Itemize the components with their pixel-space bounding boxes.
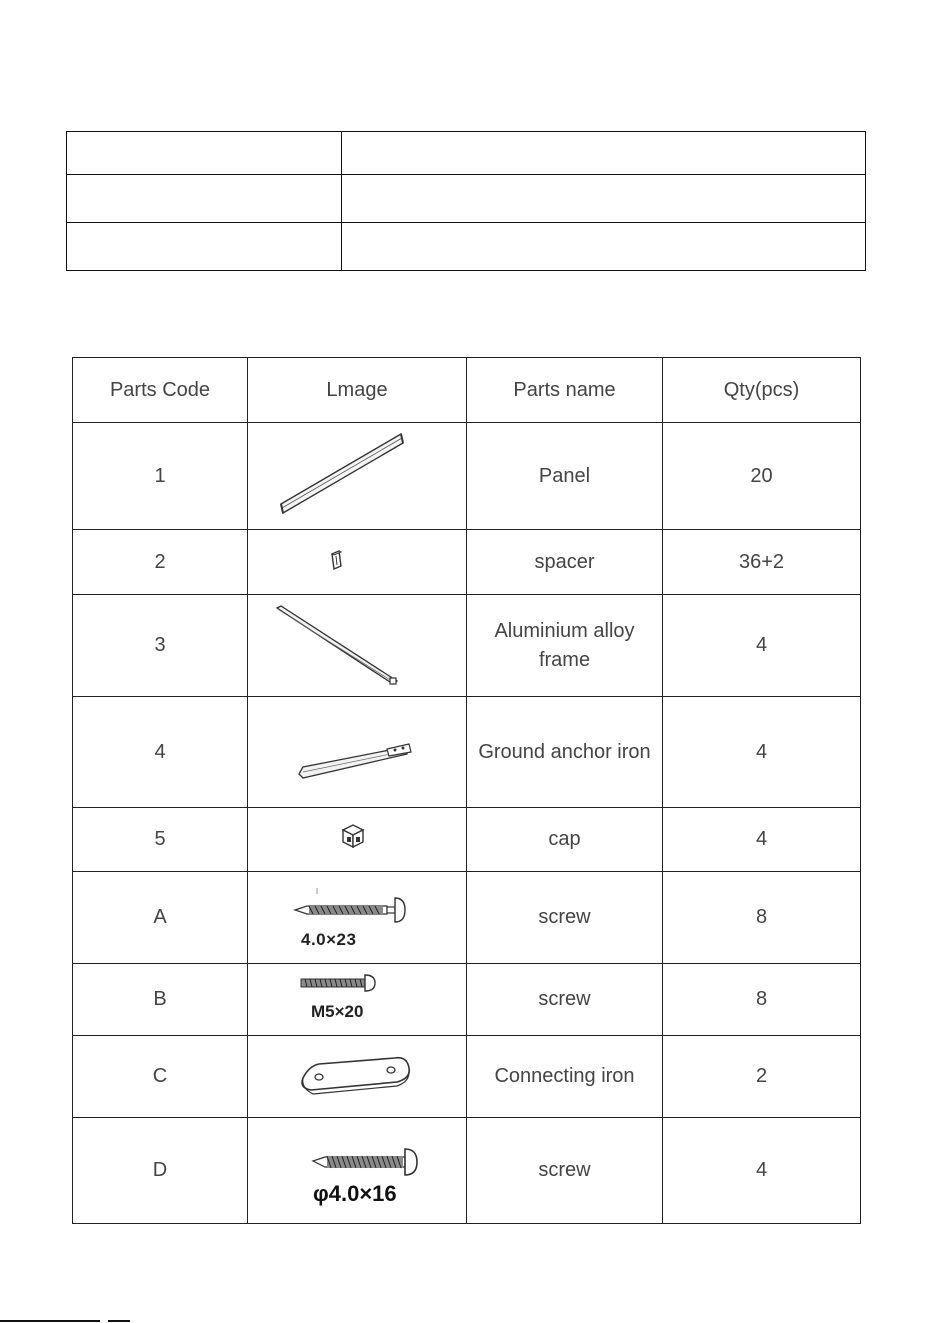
header-parts-code: Parts Code [73,358,248,423]
screw-drawing [257,1123,457,1219]
image-cell [248,1036,467,1118]
parts-name-cell: screw [467,964,663,1036]
screw-size-label: φ4.0×16 [313,1180,397,1206]
qty-cell: 2 [663,1036,861,1118]
screw-drawing [257,876,457,960]
qty-cell: 4 [663,595,861,697]
parts-code-cell: 5 [73,808,248,872]
screw-size-label: 4.0×23 [301,929,357,949]
table-row [73,872,861,964]
spacer-icon [257,532,457,592]
table-row [73,1036,861,1118]
parts-name-cell: screw [467,1118,663,1224]
table-row [73,530,861,595]
header-row [73,358,861,423]
image-cell [248,697,467,808]
parts-code-cell: 4 [73,697,248,808]
parts-name-cell: spacer [467,530,663,595]
parts-name-cell: cap [467,808,663,872]
parts-code-cell: C [73,1036,248,1118]
qty-cell: 36+2 [663,530,861,595]
footer-mark [0,1318,132,1323]
info-cell [67,223,342,271]
image-cell [248,1118,467,1224]
parts-name-cell: Connecting iron [467,1036,663,1118]
parts-name-cell: screw [467,872,663,964]
parts-code-cell: 2 [73,530,248,595]
qty-cell: 8 [663,964,861,1036]
qty-cell: 4 [663,697,861,808]
table-row [73,1118,861,1224]
image-cell [248,530,467,595]
parts-table [72,357,861,1224]
cap-icon [257,810,457,870]
parts-code-cell: B [73,964,248,1036]
table-row [73,423,861,530]
parts-name-cell: Panel [467,423,663,530]
header-qty: Qty(pcs) [663,358,861,423]
parts-code-cell: D [73,1118,248,1224]
table-row [73,595,861,697]
image-cell [248,595,467,697]
connecting-iron-icon [257,1042,457,1112]
header-parts-name: Parts name [467,358,663,423]
table-row [73,697,861,808]
parts-code-cell: A [73,872,248,964]
info-row [67,175,866,223]
parts-name-cell: Aluminium alloy frame [467,595,663,697]
aluminium-frame-icon [257,598,457,693]
info-cell [67,132,342,175]
info-cell [67,175,342,223]
table-row [73,808,861,872]
qty-cell: 4 [663,808,861,872]
parts-name-cell: Ground anchor iron [467,697,663,808]
image-cell [248,964,467,1036]
ground-anchor-icon [257,702,457,802]
info-cell [342,223,866,271]
panel-icon [257,426,457,526]
table-row [73,964,861,1036]
image-cell [248,872,467,964]
self-tapping-screw-icon [257,1123,457,1183]
qty-cell: 8 [663,872,861,964]
qty-cell: 20 [663,423,861,530]
info-cell [342,132,866,175]
image-cell [248,423,467,530]
image-cell [248,808,467,872]
info-table [66,131,866,271]
screw-drawing [257,967,457,1033]
info-cell [342,175,866,223]
info-row [67,132,866,175]
parts-code-cell: 3 [73,595,248,697]
screw-size-label: M5×20 [311,1001,364,1021]
header-image: Lmage [248,358,467,423]
wood-screw-icon [257,876,457,936]
parts-code-cell: 1 [73,423,248,530]
qty-cell: 4 [663,1118,861,1224]
info-row [67,223,866,271]
